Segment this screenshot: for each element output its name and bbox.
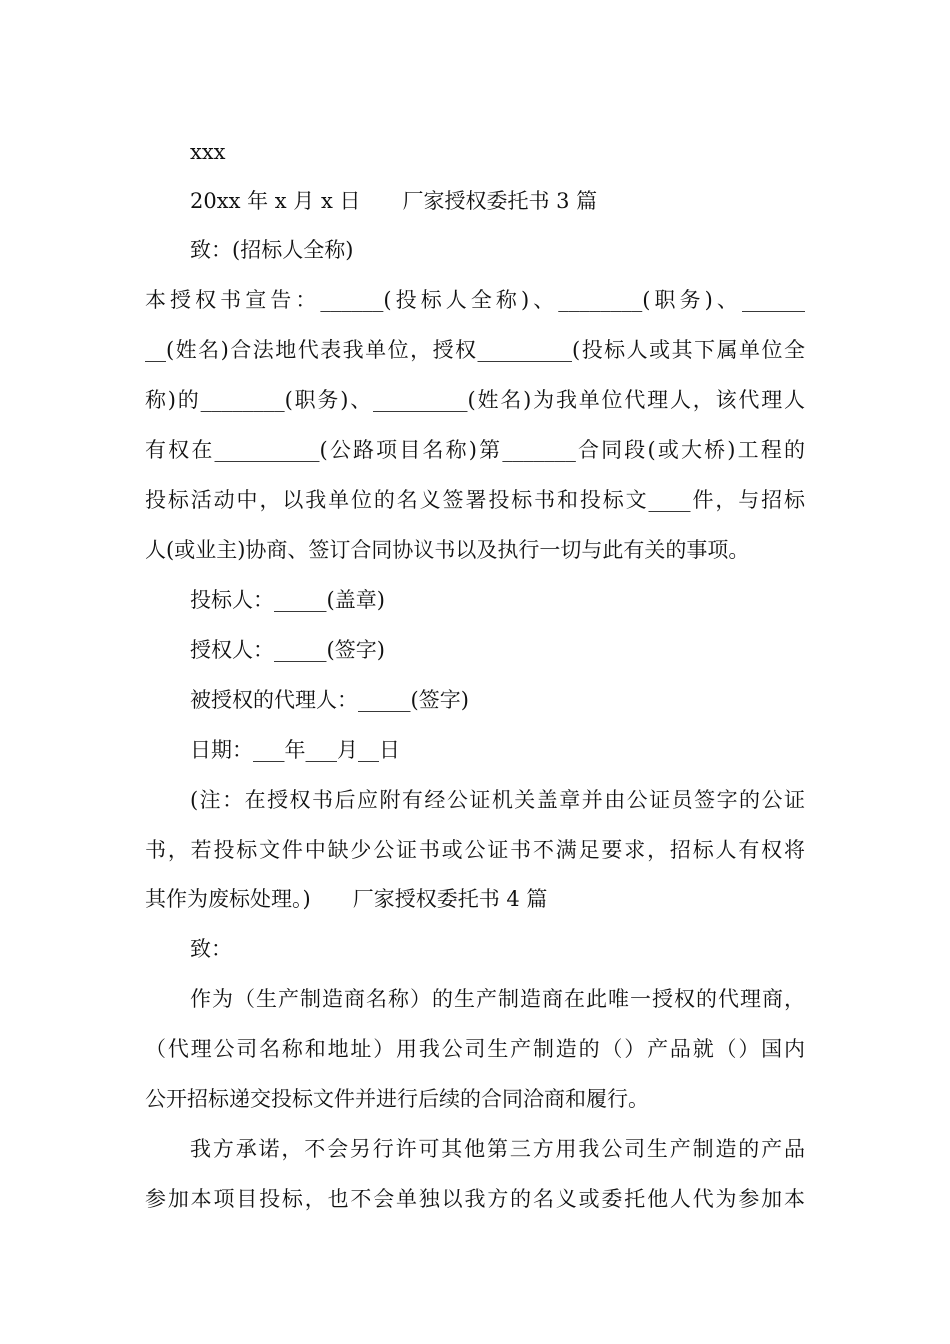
text-line-signatory: xxx bbox=[190, 140, 226, 164]
text-line-manufacturer-1: 作为（生产制造商名称）的生产制造商在此唯一授权的代理商， bbox=[190, 987, 805, 1011]
text-line-note-1: (注：在授权书后应附有经公证机关盖章并由公证员签字的公证 bbox=[190, 788, 805, 812]
text-line-authorization-2: __(姓名)合法地代表我单位，授权_________(投标人或其下属单位全 bbox=[145, 338, 805, 362]
text-line-commitment-2: 参加本项目投标，也不会单独以我方的名义或委托他人代为参加本 bbox=[145, 1187, 805, 1211]
text-line-authorization-3: 称)的________(职务)、_________(姓名)为我单位代理人，该代理人 bbox=[145, 388, 805, 412]
text-line-authorization-5: 投标活动中，以我单位的名义签署投标书和投标文____件，与招标 bbox=[145, 488, 805, 512]
text-line-agent-signature: 被授权的代理人：_____(签字) bbox=[190, 688, 469, 712]
text-line-authorization-1: 本授权书宣告：______(投标人全称)、________(职务)、______ bbox=[145, 288, 805, 312]
text-line-date-and-heading: 20xx 年 x 月 x 日 厂家授权委托书 3 篇 bbox=[190, 189, 598, 213]
text-line-bidder-seal: 投标人：_____(盖章) bbox=[190, 588, 385, 612]
text-line-authorization-4: 有权在__________(公路项目名称)第_______合同段(或大桥)工程的 bbox=[145, 438, 805, 462]
text-line-date-blank: 日期：___年___月__日 bbox=[190, 738, 400, 762]
text-line-note-2: 书，若投标文件中缺少公证书或公证书不满足要求，招标人有权将 bbox=[145, 838, 805, 862]
text-line-authorization-6: 人(或业主)协商、签订合同协议书以及执行一切与此有关的事项。 bbox=[145, 538, 750, 562]
text-line-authorizer-signature: 授权人：_____(签字) bbox=[190, 638, 385, 662]
text-line-addressee-2: 致： bbox=[190, 937, 232, 961]
text-line-manufacturer-3: 公开招标递交投标文件并进行后续的合同洽商和履行。 bbox=[145, 1087, 649, 1111]
text-line-commitment-1: 我方承诺，不会另行许可其他第三方用我公司生产制造的产品 bbox=[190, 1137, 805, 1161]
text-line-note-3-and-heading: 其作为废标处理。) 厂家授权委托书 4 篇 bbox=[145, 887, 548, 911]
text-line-manufacturer-2: （代理公司名称和地址）用我公司生产制造的（）产品就（）国内 bbox=[145, 1037, 805, 1061]
text-line-addressee: 致：(招标人全称) bbox=[190, 238, 354, 262]
